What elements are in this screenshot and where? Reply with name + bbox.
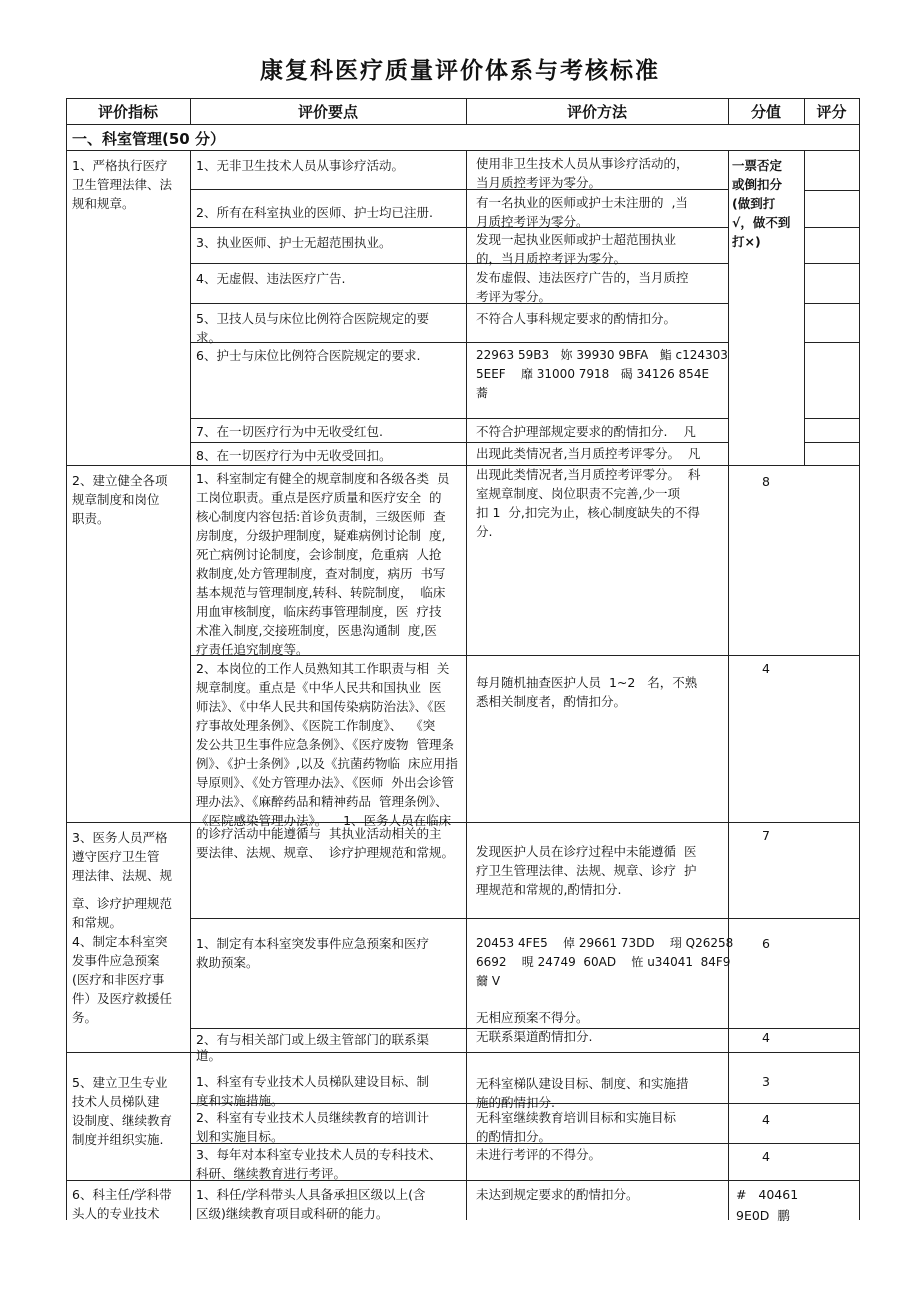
method-1-4: 发布虚假、违法医疗广告的，当月质控 考评为零分。 — [476, 270, 689, 304]
score-divider — [804, 303, 859, 304]
score-divider — [804, 263, 859, 264]
score-value: 9E0D 鹏 — [736, 1208, 790, 1223]
point-1-7: 7、在一切医疗行为中无收受红包. — [196, 424, 383, 439]
score-divider — [804, 342, 859, 343]
score-value: 7 — [762, 828, 770, 843]
method-4-1: 20453 4FE5 倬 29661 73DD 珝 Q26258 6692 晛 24749 60AD 恠 u34041 84F9 薾 V — [476, 936, 734, 988]
method-3-1: 发现医护人员在诊疗过程中未能遵循 医 疗卫生管理法律、法规、规章、诊疗 护 理规范和常规的,酌情扣分. — [476, 844, 697, 897]
column-divider — [728, 150, 729, 1220]
method-1-3: 发现一起执业医师或护士超范围执业 的，当月质控考评为零分。 — [476, 232, 677, 266]
header-score-value: 分值 — [750, 103, 781, 121]
point-2-2: 2、本岗位的工作人员熟知其工作职责与相 关 规章制度。重点是《中华人民共和国执业 医 师法》、《中华人民共和国传染病防治法》、《医 疗事故处理条例》、《医院工作制度》、 《突 发公共卫生事件应急条例》、《医疗废物 管理条 例》、《护士条例》,以及《抗菌药物临 床应用指 导原则》、《处方管理办法》、《医师 外出会诊管 理办法》、《麻醉药品和精神药品 管理条例》、 《医院感染管理办法》。 1、医务人员在临床 — [196, 661, 458, 828]
point-1-4: 4、无虚假、违法医疗广告. — [196, 271, 346, 286]
point-1-6: 6、护士与床位比例符合医院规定的要求. — [196, 348, 421, 363]
column-divider — [804, 150, 805, 465]
row-divider — [190, 442, 728, 443]
score-divider — [804, 227, 859, 228]
indicator-5: 5、建立卫生专业 技术人员梯队建 设制度、继续教育 制度并组织实施. — [72, 1075, 173, 1147]
point-5-3: 3、每年对本科室专业技术人员的专科技术、 科研、继续教育进行考评。 — [196, 1147, 442, 1181]
point-6-1: 1、科任/学科带头人具备承担区级以上(含 区级)继续教育项目或科研的能力。 — [196, 1187, 426, 1221]
score-divider — [804, 190, 859, 191]
header-score: 评分 — [816, 103, 847, 121]
method-1-2: 有一名执业的医师或护士未注册的 ,当 月质控考评为零分。 — [476, 195, 688, 229]
score-value: 4 — [762, 661, 770, 676]
header-points: 评价要点 — [297, 103, 358, 121]
score-divider — [804, 418, 859, 419]
table-border-left — [66, 98, 67, 1220]
method-1-6: 22963 59B3 妳 39930 9BFA 鮨 c124303 5EEF 靡 31000 7918 碣 34126 854E 蕎 — [476, 348, 728, 400]
method-2-1: 出现此类情况者,当月质控考评零分。 科 室规章制度、岗位职责不完善,少一项 扣 1 分,扣完为止，核心制度缺失的不得 分. — [476, 467, 701, 539]
row-divider — [190, 418, 728, 419]
row-divider — [66, 822, 859, 823]
row-divider — [190, 918, 859, 919]
score-value: 4 — [762, 1149, 770, 1164]
section-divider — [66, 150, 859, 151]
method-4-2: 无相应预案不得分。 无联系渠道酌情扣分. — [476, 1010, 593, 1044]
column-divider — [466, 150, 467, 1220]
point-4-1: 1、制定有本科室突发事件应急预案和医疗 救助预案。 — [196, 936, 429, 970]
header-indicator: 评价指标 — [97, 103, 158, 121]
indicator-3: 3、医务人员严格 遵守医疗卫生管 理法律、法规、规 — [72, 830, 173, 883]
column-divider — [190, 150, 191, 1220]
score-value: 4 — [762, 1112, 770, 1127]
indicator-3-cont: 章、诊疗护理规范 — [72, 896, 173, 911]
section-heading: 一、科室管理(50 分） — [72, 130, 225, 148]
score-value: # 40461 — [736, 1187, 799, 1202]
point-1-1: 1、无非卫生技术人员从事诊疗活动。 — [196, 158, 404, 173]
table-border-right — [859, 98, 860, 1220]
method-2-2: 每月随机抽查医护人员 1~2 名，不熟 悉相关制度者，酌情扣分。 — [476, 675, 698, 709]
point-4-2: 2、有与相关部门或上级主管部门的联系渠 — [196, 1032, 429, 1047]
score-divider — [804, 442, 859, 443]
score-veto: 一票否定 或倒扣分 (做到打 √，做不到 打×) — [732, 158, 791, 249]
indicator-3-end: 和常规。 — [72, 915, 123, 930]
point-1-8: 8、在一切医疗行为中无收受回扣。 — [196, 448, 392, 463]
point-3-1: 的诊疗活动中能遵循与 其执业活动相关的主 要法律、法规、规章、 诊疗护理规范和常规。 — [196, 826, 454, 860]
row-divider — [66, 1052, 859, 1053]
indicator-1: 1、严格执行医疗 卫生管理法律、法 规和规章。 — [72, 158, 173, 211]
indicator-2: 2、建立健全各项 规章制度和岗位 职责。 — [72, 473, 168, 526]
point-1-5: 5、卫技人员与床位比例符合医院规定的要 求。 — [196, 311, 429, 345]
header-divider — [66, 124, 859, 125]
method-5-1: 无科室梯队建设目标、制度、和实施措 施的酌情扣分. — [476, 1076, 689, 1110]
score-value: 4 — [762, 1030, 770, 1045]
point-1-2: 2、所有在科室执业的医师、护士均已注册. — [196, 205, 433, 220]
score-value: 6 — [762, 936, 770, 951]
score-value: 8 — [762, 474, 770, 489]
row-divider — [66, 465, 859, 466]
method-1-1: 使用非卫生技术人员从事诊疗活动的， 当月质控考评为零分。 — [476, 156, 689, 190]
point-1-3: 3、执业医师、护士无超范围执业。 — [196, 235, 392, 250]
page-title: 康复科医疗质量评价体系与考核标准 — [260, 58, 660, 84]
method-5-2: 无科室继续教育培训目标和实施目标 的酌情扣分。 — [476, 1110, 677, 1144]
point-5-2: 2、科室有专业技术人员继续教育的培训计 划和实施目标。 — [196, 1110, 429, 1144]
point-2-1: 1、科室制定有健全的规章制度和各级各类 员 工岗位职责。重点是医疗质量和医疗安全 的 核心制度内容包括:首诊负责制，三级医师 查 房制度，分级护理制度，疑难病例讨论制 度, 死亡病例讨论制度，会诊制度，危重病 人抢 救制度,处方管理制度，查对制度，病历 书写 基本规范与管理制度,转科、转院制度， 临床 用血审核制度，临床药事管理制度，医 疗技 术准入制度,交接班制度，医患沟通制 度,医 疗责任追究制度等。 — [196, 471, 450, 657]
score-value: 3 — [762, 1074, 770, 1089]
point-5-1: 1、科室有专业技术人员梯队建设目标、制 度和实施措施。 — [196, 1074, 429, 1108]
method-1-5: 不符合人事科规定要求的酌情扣分。 — [476, 311, 677, 326]
header-method: 评价方法 — [566, 103, 627, 121]
point-4-2-cont: 道。 — [196, 1048, 222, 1063]
indicator-4: 4、制定本科室突 发事件应急预案 (医疗和非医疗事 件）及医疗救援任 务。 — [72, 934, 173, 1025]
method-1-7: 不符合护理部规定要求的酌情扣分. 凡 — [476, 424, 696, 439]
method-6-1: 未达到规定要求的酌情扣分。 — [476, 1187, 639, 1202]
row-divider — [66, 1180, 859, 1181]
table-border-top — [66, 98, 859, 99]
method-5-3: 未进行考评的不得分。 — [476, 1147, 602, 1162]
method-1-8: 出现此类情况者,当月质控考评零分。 凡 — [476, 446, 701, 461]
indicator-6: 6、科主任/学科带 头人的专业技术 — [72, 1187, 172, 1221]
